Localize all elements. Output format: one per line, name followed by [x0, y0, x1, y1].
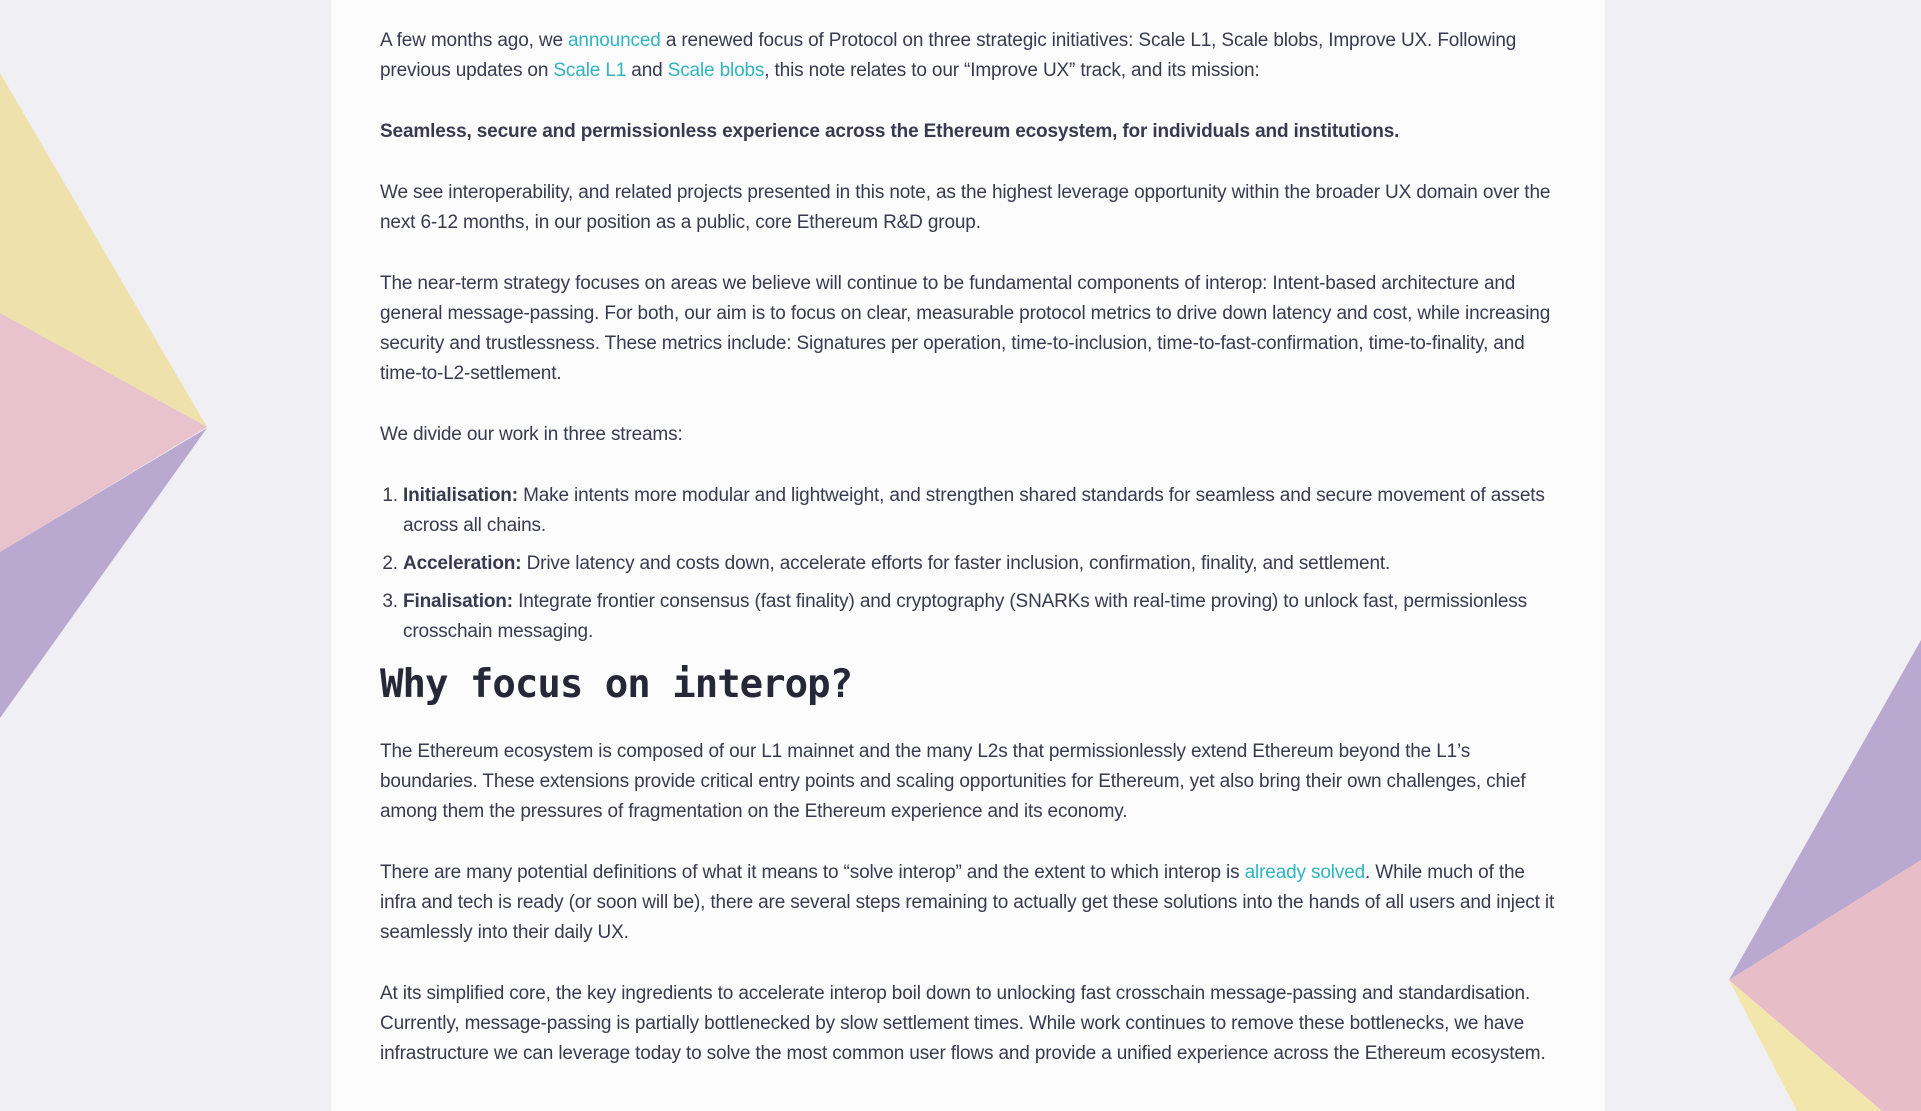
paragraph-streams-intro: We divide our work in three streams: — [380, 424, 683, 445]
list-item-label: Acceleration: — [403, 553, 522, 574]
intro-run-3: and — [626, 60, 668, 81]
list-item-text: Drive latency and costs down, accelerate efforts for faster inclusion, confirmation, finality, and settlement. — [521, 553, 1391, 574]
intro-run-1: A few months ago, we — [380, 30, 569, 51]
mission-statement: Seamless, secure and permissionless experience across the Ethereum ecosystem, for individuals and institutions. — [380, 121, 1400, 142]
list-item-initialisation — [403, 481, 1557, 541]
paragraph-interoperability: We see interoperability, and related projects presented in this note, as the highest leverage opportunity within the broader UX domain over the next 6-12 months, in our position as a public, core Ethereum R&D group. — [380, 182, 1551, 233]
paragraph-solve-interop — [380, 858, 1557, 948]
paragraph-ethereum-ecosystem: The Ethereum ecosystem is composed of our L1 mainnet and the many L2s that permissionlessly extend Ethereum beyond the L1’s boundaries. These extensions provide critical entry points and scaling opportunities for Ethereum, yet also bring their own challenges, chief among them the pressures of fragmentation on the Ethereum experience and its economy. — [380, 741, 1526, 822]
link-announced[interactable]: announced — [568, 30, 661, 51]
list-item-label: Finalisation: — [403, 591, 513, 612]
paragraph-near-term-strategy: The near-term strategy focuses on areas we believe will continue to be fundamental components of interop: Intent-based architecture and general message-passing. For both, our aim is to focus on clear, measurable protocol metrics to drive down latency and cost, while increasing security and trustlessness. These metrics include: Signatures per operation, time-to-inclusion, time-to-fast-confirmation, time-to-finality, and time-to-L2-settlement. — [380, 273, 1551, 384]
streams-list — [380, 481, 1557, 647]
list-item-acceleration — [403, 549, 1557, 579]
paragraph-simplified-core: At its simplified core, the key ingredients to accelerate interop boil down to unlocking fast crosschain message-passing and standardisation. Currently, message-passing is partially bottlenecked by slow settlement times. While work continues to remove these bottlenecks, we have infrastructure we can leverage today to solve the most common user flows and provide a unified experience across the Ethereum ecosystem. — [380, 983, 1546, 1064]
left-lavender-triangle — [0, 428, 207, 718]
link-scale-l1[interactable]: Scale L1 — [553, 60, 627, 81]
section-heading-why-focus-on-interop: Why focus on interop? — [380, 662, 853, 707]
right-pink-triangle — [1729, 860, 1921, 1111]
content-card — [331, 0, 1605, 1111]
paragraph-intro — [380, 26, 1557, 86]
solve-interop-run-2: . While much of the infra and tech is ready (or soon will be), there are several steps remaining to actually get these solutions into the hands of all users and inject it seamlessly into their daily UX. — [380, 862, 1555, 943]
list-item-finalisation — [403, 587, 1557, 647]
solve-interop-run-1: There are many potential definitions of what it means to “solve interop” and the extent to which interop is — [380, 862, 1245, 883]
intro-run-2: a renewed focus of Protocol on three strategic initiatives: Scale L1, Scale blobs, Improve UX. Following previous updates on — [380, 30, 1517, 81]
left-triangles-decoration — [0, 0, 220, 730]
right-purple-triangle — [1729, 640, 1921, 980]
left-yellow-triangle — [0, 73, 207, 427]
list-item-label: Initialisation: — [403, 485, 518, 506]
article-content — [331, 0, 1605, 1069]
left-pink-triangle — [0, 313, 207, 552]
list-item-text: Integrate frontier consensus (fast finality) and cryptography (SNARKs with real-time proving) to unlock fast, permissionless crosschain messaging. — [403, 591, 1527, 642]
list-item-text: Make intents more modular and lightweight, and strengthen shared standards for seamless and secure movement of assets across all chains. — [403, 485, 1545, 536]
link-scale-blobs[interactable]: Scale blobs — [667, 60, 765, 81]
intro-run-4: , this note relates to our “Improve UX” track, and its mission: — [764, 60, 1260, 81]
right-yellow-triangle — [1729, 980, 1882, 1111]
right-triangles-decoration — [1700, 600, 1921, 1111]
link-already-solved[interactable]: already solved — [1244, 862, 1366, 883]
